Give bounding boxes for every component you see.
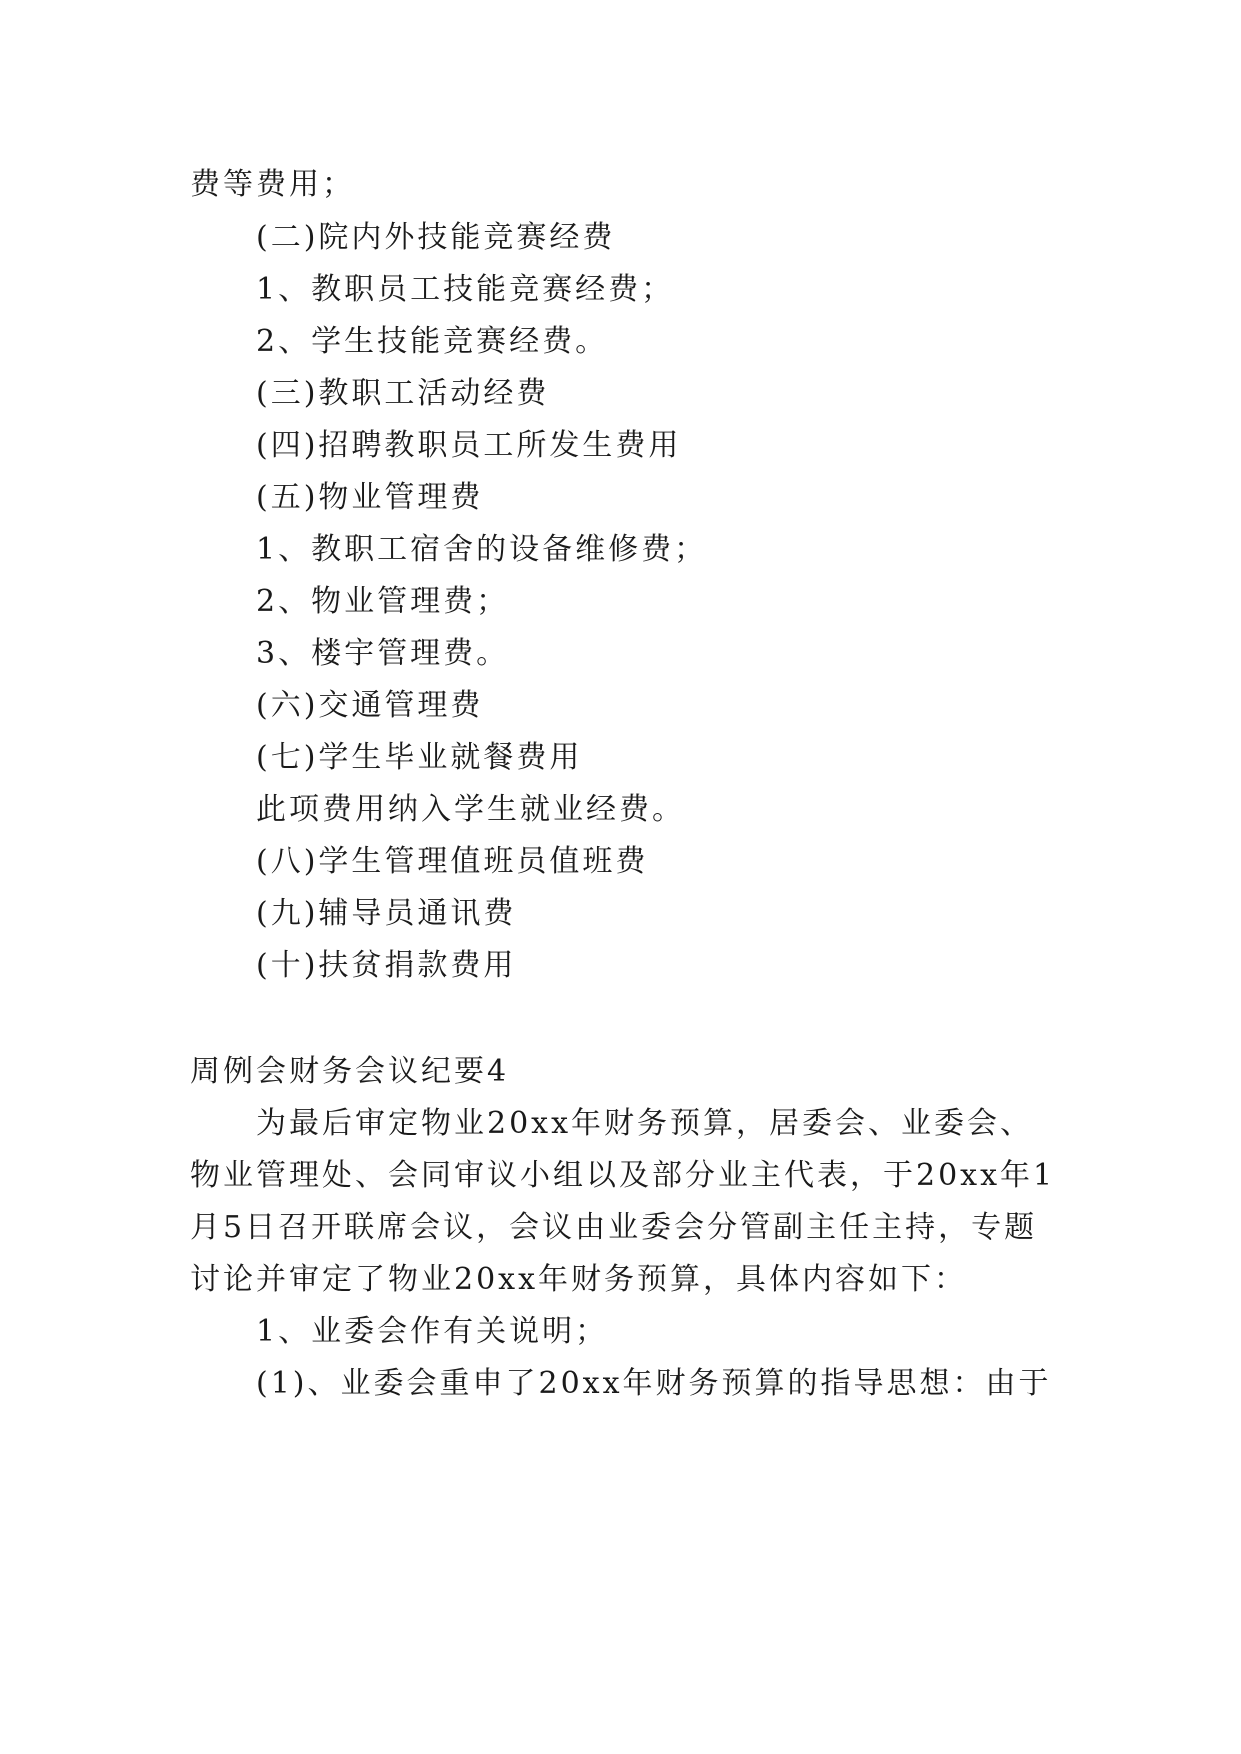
text-line: 2、学生技能竞赛经费。 <box>256 324 609 359</box>
text-line: (六)交通管理费 <box>256 688 484 723</box>
text-line: (十)扶贫捐款费用 <box>256 948 517 983</box>
text-line: 此项费用纳入学生就业经费。 <box>256 792 685 827</box>
paragraph-line: 物业管理处、会同审议小组以及部分业主代表，于20xx年1 <box>190 1158 1056 1193</box>
section-title: 周例会财务会议纪要4 <box>190 1054 510 1089</box>
paragraph-line: (1)、业委会重申了20xx年财务预算的指导思想：由于 <box>256 1366 1052 1401</box>
text-line: 3、楼宇管理费。 <box>256 636 510 671</box>
text-line: (八)学生管理值班员值班费 <box>256 844 649 879</box>
text-line: 1、教职工宿舍的设备维修费； <box>256 532 708 567</box>
text-line: (五)物业管理费 <box>256 480 484 515</box>
text-line: (九)辅导员通讯费 <box>256 896 517 931</box>
text-line: (七)学生毕业就餐费用 <box>256 740 583 775</box>
text-line: (三)教职工活动经费 <box>256 376 550 411</box>
paragraph-line: 讨论并审定了物业20xx年财务预算，具体内容如下： <box>190 1262 968 1297</box>
paragraph-line: 1、业委会作有关说明； <box>256 1314 609 1349</box>
text-line: (四)招聘教职员工所发生费用 <box>256 428 682 463</box>
paragraph-line: 为最后审定物业20xx年财务预算，居委会、业委会、 <box>256 1106 1034 1141</box>
text-line: 2、物业管理费； <box>256 584 510 619</box>
text-line: (二)院内外技能竞赛经费 <box>256 220 616 255</box>
text-line: 费等费用； <box>190 167 355 202</box>
paragraph-line: 月5日召开联席会议，会议由业委会分管副主任主持，专题 <box>190 1210 1038 1245</box>
text-line: 1、教职员工技能竞赛经费； <box>256 272 675 307</box>
